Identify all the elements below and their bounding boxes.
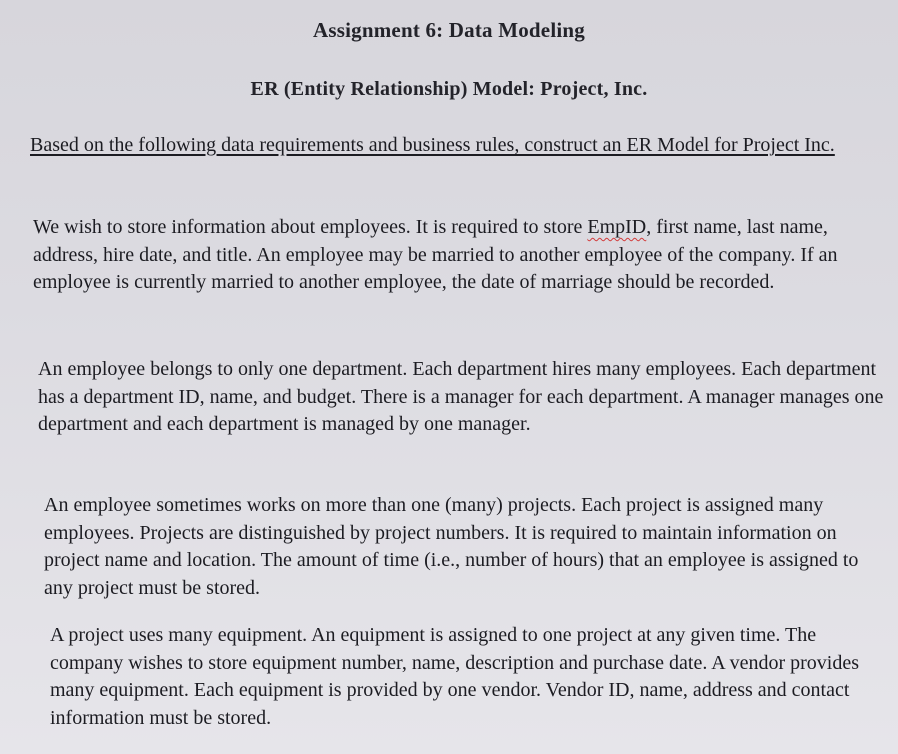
paragraph-employees-part-1: We wish to store information about employees. It is required to store	[33, 216, 588, 238]
spellcheck-flagged-word: EmpID	[587, 216, 647, 238]
document-subtitle: ER (Entity Relationship) Model: Project, Inc.	[250, 78, 648, 100]
paragraph-projects: An employee sometimes works on more than one (many) projects. Each project is assigned many employees. Projects are distinguished by project numbers. It is required to maintain information on project name and location. The amount of time (i.e., number of hours) that an employee is assigned to any project must be stored.	[44, 494, 859, 599]
paragraph-employees-part-2: , first name, last name, address, hire date, and title. An employee may be married to another employee of the company. If an employee is currently married to another employee, the date of marriage should be recorded.	[33, 216, 838, 293]
document-title: Assignment 6: Data Modeling	[313, 18, 585, 42]
paragraph-equipment: A project uses many equipment. An equipment is assigned to one project at any given time. The company wishes to store equipment number, name, description and purchase date. A vendor provides many equipment. Each equipment is provided by one vendor. Vendor ID, name, address and contact information must be stored.	[50, 624, 859, 729]
paragraph-departments: An employee belongs to only one department. Each department hires many employees. Each department has a department ID, name, and budget. There is a manager for each department. A manager manages one department and each department is managed by one manager.	[38, 358, 884, 435]
paragraph-employees	[33, 214, 885, 297]
intro-instruction: Based on the following data requirements and business rules, construct an ER Model for Project Inc.	[30, 134, 835, 156]
